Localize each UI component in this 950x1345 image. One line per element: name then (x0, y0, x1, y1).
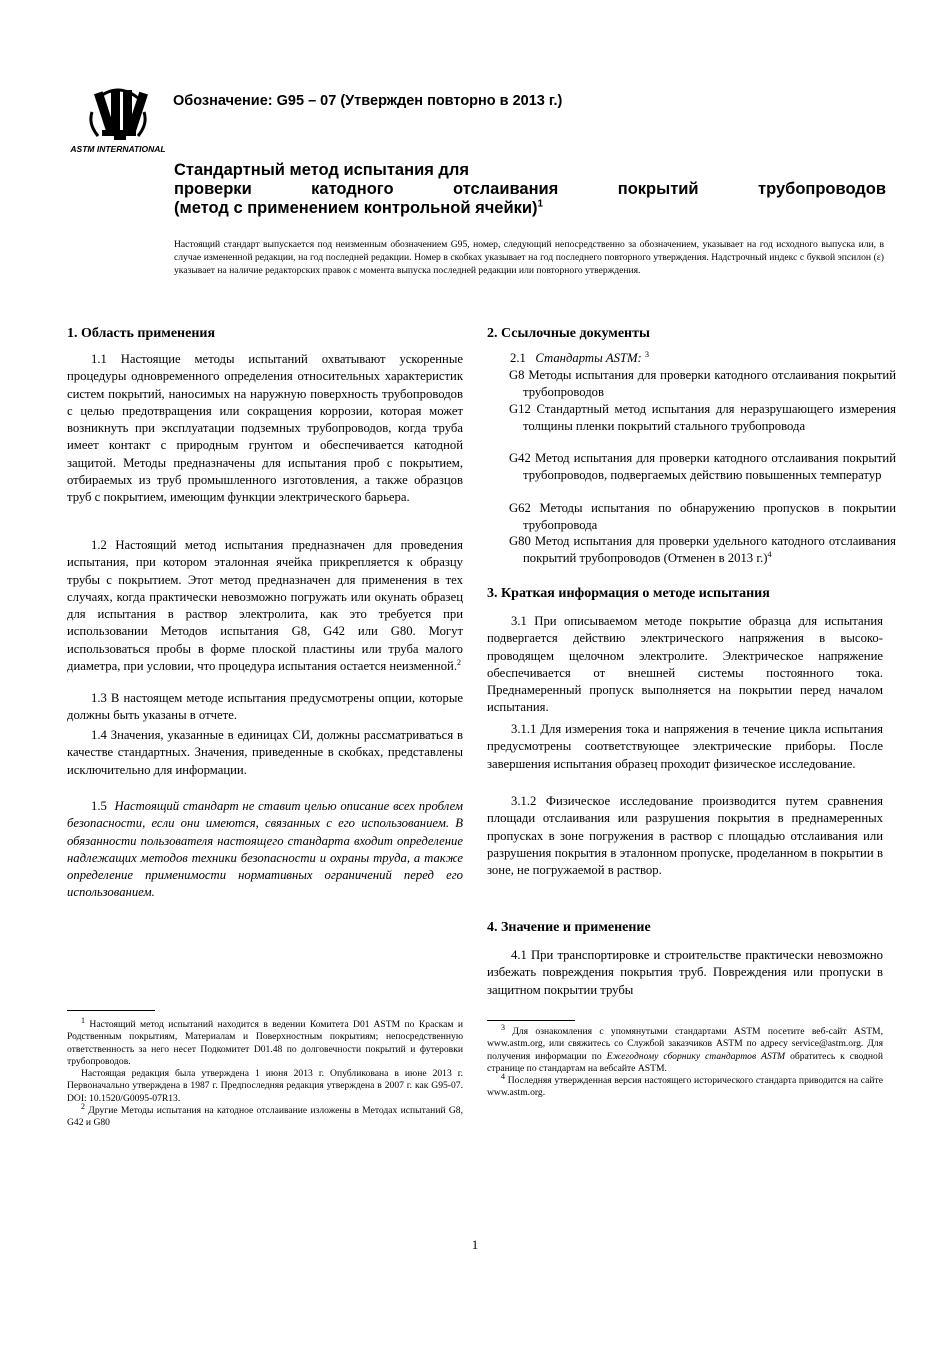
paragraph-1-5-text: Настоящий стандарт не ставит целью описание всех проблем безопасности, если они имеются, связанных с его использованием. В обязанности пользователя настоящего стандарта входит определение надлежащих методов техники безопасности и охраны труда, а также определение применимости нормативных ограничений перед его использованием. (67, 799, 463, 900)
paragraph-4-1: 4.1 При транспортировке и строительстве практически невозможно избежать повреждения покрытия труб. Повреждения или пропуски в защитном покрытии трубы (487, 948, 883, 997)
footnote-divider-right (487, 1020, 575, 1021)
footnote-4-mark: 4 (501, 1072, 505, 1081)
footnotes-left (67, 1015, 463, 1130)
paragraph-1-3: 1.3 В настоящем методе испытания предусмотрены опции, которые должны быть указаны в отчете. (67, 691, 463, 723)
reference-g42: G42 Метод испытания для проверки катодного отслаивания покрытий трубопроводов, подвергаемых действию повышенных температур (509, 451, 896, 483)
paragraph-1-1: 1.1 Настоящие методы испытаний охватывают ускоренные процедуры одновременного определения относительных характеристик систем покрытий, наносимых на наружную поверхность трубопроводов с целью предотвращения или сокращения коррозии, которая может возникнуть при эксплуатации подземных трубопроводов, когда труба имеет контакт с природным грунтом и обеспечивается катодной защитой. Методы предназначены для испытания проб с покрытием, отбираемых из труб промышленного изготовления, а также образцов труб с покрытием, имеющим функции электрического барьера. (67, 352, 463, 505)
footnote-3-text-a: Для ознакомления с упомянутыми стандартами ASTM посетите веб-сайт ASTM, www.astm.org, или свяжитесь со Службой заказчиков ASTM по адресу service@astm.org. Для получения информации по (487, 1026, 883, 1062)
astm-standards-subheading (510, 350, 649, 367)
footnote-1-text: Настоящий метод испытаний находится в ведении Комитета D01 ASTM по Краскам и Родственным покрытиям, Материалам и Поверхностным покрытиям; непосредственную ответственность за него несет Подкомитет D01.48 по долговечности покрытий и футеровки трубопроводов. (67, 1019, 463, 1067)
subheading-label: Стандарты ASTM: (535, 351, 642, 365)
paragraph-3-1-1: 3.1.1 Для измерения тока и напряжения в течение цикла испытания предусмотрены соответствующее электрические приборы. После завершения испытания образец проходит физическое исследование. (487, 722, 883, 771)
footnote-4 (487, 1072, 883, 1100)
astm-logo (70, 84, 166, 156)
footnote-4-text: Последняя утвержденная версия настоящего исторического стандарта приводится на сайте www.astm.org. (487, 1075, 883, 1099)
footnote-3-mark: 3 (501, 1022, 505, 1032)
footnote-1 (67, 1015, 463, 1068)
section-2-heading: 2. Ссылочные документы (487, 326, 650, 341)
reference-g8: G8 Методы испытания для проверки катодного отслаивания покрытий трубопроводов (509, 368, 896, 400)
footnote-1-b: Настоящая редакция была утверждена 1 июня 2013 г. Опубликована в июне 2013 г. Первоначально утверждена в 1987 г. Предпоследняя редакция утверждена в 2007 г. как G95-07. DOI: 10.1520/G0095-07R13. (67, 1068, 463, 1104)
subheading-mark: 3 (644, 349, 649, 359)
paragraph-1-2-mark: 2 (457, 657, 461, 667)
title-line-1: Стандартный метод испытания для (174, 161, 470, 179)
footnote-divider-left (67, 1010, 155, 1011)
paragraph-1-4: 1.4 Значения, указанные в единицах СИ, должны рассматриваться в качестве стандартных. Значения, приведенные в скобках, представлены исключительно для информации. (67, 728, 463, 777)
paragraph-1-2-text: 1.2 Настоящий метод испытания предназначен для проведения испытания, при котором эталонная ячейка прикрепляется к образцу трубы с покрытием. Этот метод предназначен для применения в тех случаях, когда практически невозможно погружать или окунать образец для испытания в раствор электролита, как это требуется при использовании Методов испытания G8, G42 или G80. Могут использоваться пробы в форме плоской пластины или труба малого диаметра, при условии, что процедура испытания остается неизменной. (67, 538, 463, 674)
footnote-2-text: Другие Методы испытания на катодное отслаивание изложены в Методах испытаний G8, G42 и G80 (67, 1105, 463, 1129)
designation: Обозначение: G95 – 07 (Утвержден повторно в 2013 г.) (173, 93, 563, 109)
subheading-number: 2.1 (510, 351, 526, 365)
title-footnote-mark: 1 (537, 198, 544, 210)
astm-logo-icon (70, 84, 166, 156)
reference-g62: G62 Методы испытания по обнаружению пропусков в покрытии трубопровода (509, 501, 896, 533)
footnote-1-mark: 1 (81, 1015, 85, 1025)
title-line-3: (метод с применением контрольной ячейки) (174, 199, 538, 217)
footnote-2-mark: 2 (81, 1101, 85, 1111)
footnote-3-italic: Ежегодному сборнику стандартов ASTM (606, 1050, 786, 1062)
paragraph-1-5 (67, 798, 463, 902)
document-title (174, 161, 886, 218)
title-line-2: проверки катодного отслаивания покрытий трубопроводов (174, 180, 886, 198)
footnote-3-text-b: обратитесь к сводной странице по стандартам на вебсайте ASTM. (487, 1050, 883, 1074)
intro-note: Настоящий стандарт выпускается под неизменным обозначением G95, номер, следующий непосредственно за обозначением, указывает на год исходного выпуска или, в случае измененной редакции, на год последней редакции. Номер в скобках указывает на год последнего повторного утверждения. Надстрочный индекс с буквой эпсилон (ε) указывает на наличие редакторских правок с момента выпуска последней редакции или повторного утверждения. (174, 239, 884, 276)
footnote-2 (67, 1101, 463, 1130)
paragraph-1-5-number: 1.5 (91, 799, 107, 813)
reference-g80 (509, 533, 896, 568)
page-number: 1 (471, 1237, 479, 1252)
reference-g12: G12 Стандартный метод испытания для неразрушающего измерения толщины пленки покрытий стального трубопровода (509, 402, 896, 434)
section-4-heading: 4. Значение и применение (487, 920, 651, 935)
footnote-3 (487, 1022, 883, 1075)
reference-g80-mark: 4 (767, 550, 772, 560)
footnotes-right (487, 1022, 883, 1100)
section-3-heading: 3. Краткая информация о методе испытания (487, 586, 770, 601)
reference-g80-text: G80 Метод испытания для проверки удельного катодного отслаивания покрытий трубопроводов (Отменен в 2013 г.) (509, 534, 896, 566)
paragraph-3-1-2: 3.1.2 Физическое исследование производится путем сравнения площади отслаивания или разрушения покрытия в преднамеренных пропусках в зоне погружения в раствор с площадью отслаивания или разрушения покрытия в эталонном пропуске, проделанном в покрытии в зоне, не погружаемой в раствор. (487, 794, 883, 878)
section-1-heading: 1. Область применения (67, 326, 216, 341)
paragraph-1-2 (67, 537, 463, 675)
paragraph-3-1: 3.1 При описываемом методе покрытие образца для испытания подвергается действию электрического напряжения в высоко-проводящем щелочном электролите. Электрическое напряжение обеспечивается от внешней системы постоянного тока. Преднамеренный пропуск выполняется на покрытии перед началом испытания. (487, 614, 883, 715)
logo-text: ASTM INTERNATIONAL (70, 144, 166, 154)
